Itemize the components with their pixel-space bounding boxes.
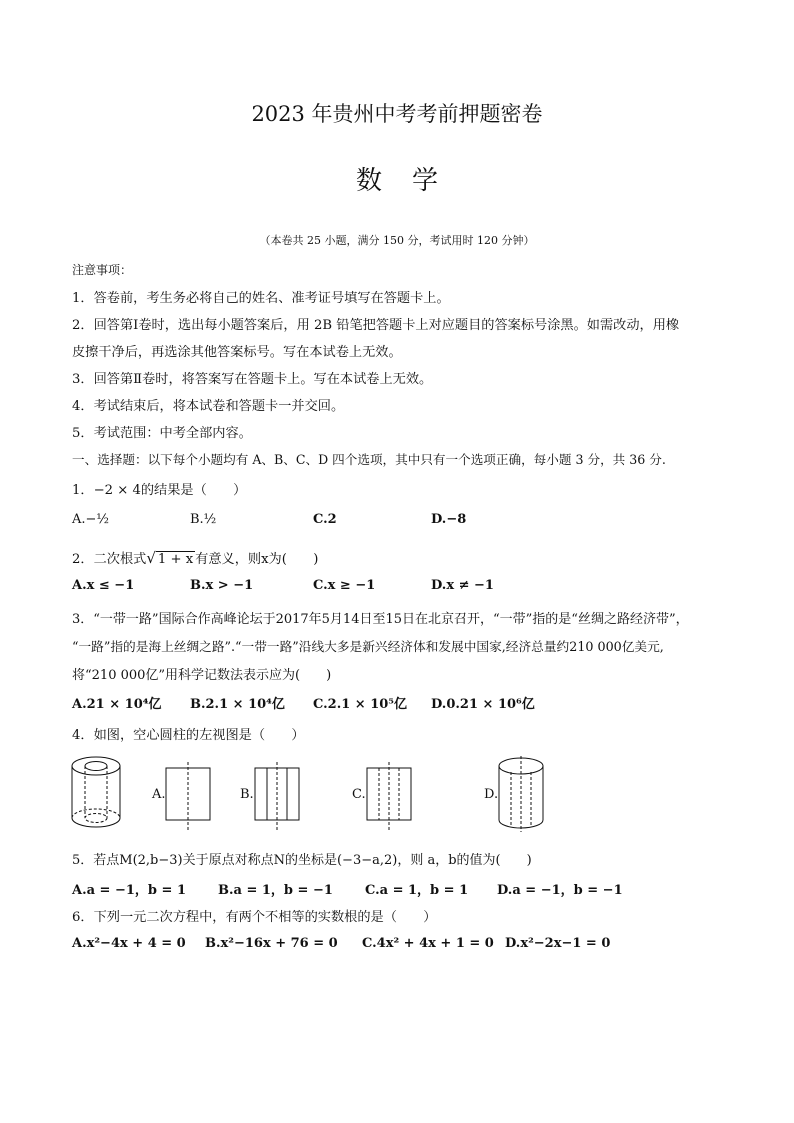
q6-option-d: D.x²−2x−1 = 0 [505,936,611,951]
q4-option-a-label: A. [152,787,166,802]
section-heading: 一、选择题：以下每个小题均有 A、B、C、D 四个选项，其中只有一个选项正确，每小题 3 分，共 36 分. [72,452,666,467]
q6-option-b: B.x²−16x + 76 = 0 [205,936,338,951]
question-1-stem: 1．−2 × 4的结果是（ ） [72,483,247,498]
exam-title: 2023 年贵州中考考前押题密卷 [251,102,543,126]
q3-option-b: B.2.1 × 10⁴亿 [190,697,285,712]
q6-option-c: C.4x² + 4x + 1 = 0 [362,936,494,951]
q2-option-a: A.x ≤ −1 [72,578,135,593]
q2-option-b: B.x > −1 [190,578,254,593]
q3-option-c: C.2.1 × 10⁵亿 [313,697,407,712]
question-2-stem [72,548,318,567]
question-3-line2: “一路”指的是海上丝绸之路”.“一带一路”沿线大多是新兴经济体和发展中国家,经济总量约210 000亿美元, [72,639,664,654]
note-item: 3．回答第Ⅱ卷时，将答案写在答题卡上。写在本试卷上无效。 [72,372,433,387]
note-item: 4．考试结束后，将本试卷和答题卡一并交回。 [72,399,345,414]
q5-option-a: A.a = −1，b = 1 [72,883,186,898]
hollow-cylinder-figure [66,752,126,832]
sqrt-sign: √ [146,549,156,567]
q2-radicand: 1 + x [157,552,194,567]
q5-option-b: B.a = 1，b = −1 [218,883,333,898]
q1-option-c: C.2 [313,512,337,527]
q4-option-c-figure [365,760,413,832]
subject-title: 数学 [355,166,468,196]
q1-option-d: D.−8 [431,512,467,527]
q4-option-a-figure [164,760,212,832]
exam-info: （本卷共 25 小题，满分 150 分，考试用时 120 分钟） [259,234,535,247]
q5-option-c: C.a = 1，b = 1 [365,883,469,898]
note-item: 皮擦干净后，再选涂其他答案标号。写在本试卷上无效。 [72,345,402,360]
q4-option-b-label: B. [240,787,254,802]
q2-stem-post: 有意义，则x为( ) [195,552,319,567]
question-5-stem: 5．若点M(2,b−3)关于原点对称点N的坐标是(−3−a,2)，则 a，b的值为( ) [72,853,532,868]
question-3-line1: 3．“一带一路”国际合作高峰论坛于2017年5月14日至15日在北京召开，“一带”指的是“丝绸之路经济带”， [72,612,689,627]
q6-option-a: A.x²−4x + 4 = 0 [72,936,186,951]
question-6-stem: 6．下列一元二次方程中，有两个不相等的实数根的是（ ） [72,910,437,925]
q1-option-b: B.½ [190,512,217,527]
q1-option-a: A.−½ [72,512,110,527]
q5-option-d: D.a = −1，b = −1 [497,883,623,898]
note-item: 1．答卷前，考生务必将自己的姓名、准考证号填写在答题卡上。 [72,291,450,306]
note-item: 5．考试范围：中考全部内容。 [72,426,252,441]
notes-heading: 注意事项： [72,263,133,277]
note-item: 2．回答第Ⅰ卷时，选出每小题答案后，用 2B 铅笔把答题卡上对应题目的答案标号涂黑。如需改动，用橡 [72,318,680,333]
question-4-stem: 4．如图，空心圆柱的左视图是（ ） [72,728,305,743]
q3-option-a: A.21 × 10⁴亿 [72,697,162,712]
q4-option-c-label: C. [352,787,366,802]
question-3-line3: 将“210 000亿”用科学记数法表示应为( ) [72,668,332,683]
q4-option-d-figure [496,752,546,834]
q2-option-d: D.x ≠ −1 [431,578,494,593]
q4-option-b-figure [253,760,301,832]
q2-option-c: C.x ≥ −1 [313,578,376,593]
q3-option-d: D.0.21 × 10⁶亿 [431,697,535,712]
q2-stem-pre: 2．二次根式 [72,552,147,567]
q4-option-d-label: D. [484,787,499,802]
